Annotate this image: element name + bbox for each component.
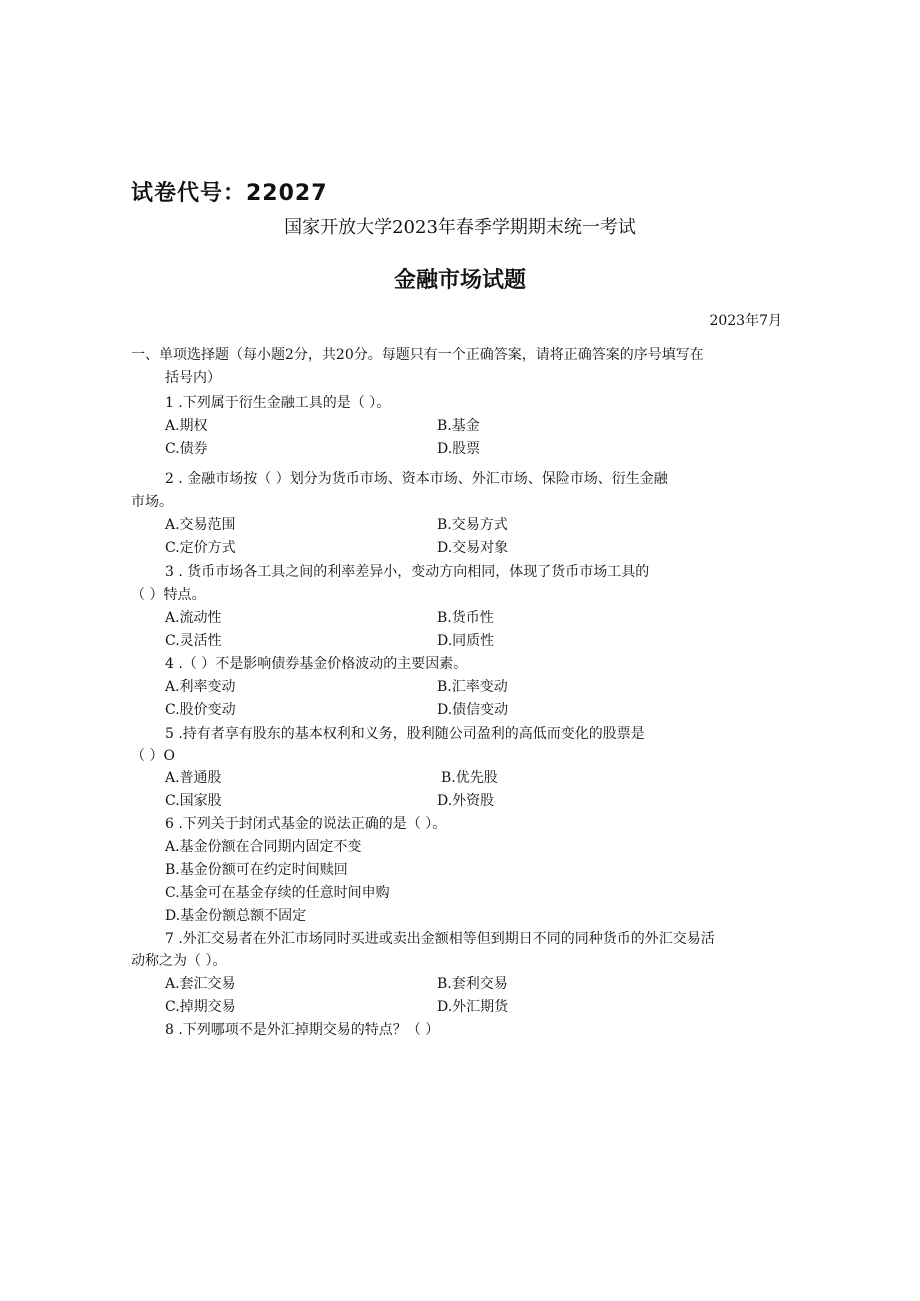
option: D.股票 bbox=[437, 441, 481, 457]
question-stem-cont: 动称之为（ ）。 bbox=[131, 953, 227, 969]
section-instruction-cont: 括号内） bbox=[165, 370, 221, 386]
option: A.期权 bbox=[165, 418, 208, 434]
option: A.交易范围 bbox=[165, 517, 236, 533]
question-stem: 5 .持有者享有股东的基本权利和义务，股利随公司盈利的高低而变化的股票是 bbox=[165, 726, 645, 742]
option: C.国家股 bbox=[165, 793, 222, 809]
section-instruction: 一、单项选择题（每小题2分，共20分。每题只有一个正确答案，请将正确答案的序号填写在 bbox=[131, 347, 704, 363]
question-stem: 8 .下列哪项不是外汇掉期交易的特点？（ ） bbox=[165, 1022, 440, 1038]
option: C.债券 bbox=[165, 441, 208, 457]
option: B.基金份额可在约定时间赎回 bbox=[165, 862, 348, 878]
option: B.交易方式 bbox=[437, 517, 508, 533]
option: D.债信变动 bbox=[437, 702, 509, 718]
option: D.外资股 bbox=[437, 793, 495, 809]
option: B.基金 bbox=[437, 418, 480, 434]
option: B.汇率变动 bbox=[437, 679, 508, 695]
question-stem-cont: （ ）特点。 bbox=[131, 587, 206, 603]
question-stem-cont: （ ）O bbox=[131, 748, 175, 764]
option: D.基金份额总额不固定 bbox=[165, 908, 307, 924]
question-stem: 7 .外汇交易者在外汇市场同时买进或卖出金额相等但到期日不同的同种货币的外汇交易活 bbox=[165, 931, 715, 947]
question-stem: 1 .下列属于衍生金融工具的是（ ）。 bbox=[165, 395, 391, 411]
option: D.同质性 bbox=[437, 633, 495, 649]
option: A.普通股 bbox=[165, 770, 222, 786]
question-stem: 4 .（ ）不是影响债券基金价格波动的主要因素。 bbox=[165, 656, 468, 672]
question-stem: 3 . 货币市场各工具之间的利率差异小，变动方向相同，体现了货币市场工具的 bbox=[165, 564, 650, 580]
option: C.灵活性 bbox=[165, 633, 222, 649]
subject-title: 金融市场试题 bbox=[393, 268, 526, 293]
question-stem: 6 .下列关于封闭式基金的说法正确的是（ ）。 bbox=[165, 816, 447, 832]
paper-code: 试卷代号：22027 bbox=[131, 181, 328, 206]
option: A.流动性 bbox=[165, 610, 222, 626]
option: D.交易对象 bbox=[437, 540, 509, 556]
exam-date: 2023年7月 bbox=[709, 313, 782, 329]
option: A.利率变动 bbox=[165, 679, 236, 695]
option: C.掉期交易 bbox=[165, 999, 236, 1015]
option: C.基金可在基金存续的任意时间申购 bbox=[165, 885, 390, 901]
question-stem: 2 . 金融市场按（ ）划分为货币市场、资本市场、外汇市场、保险市场、衍生金融 bbox=[165, 471, 668, 487]
exam-title: 国家开放大学2023年春季学期期末统一考试 bbox=[284, 217, 636, 238]
option: C.定价方式 bbox=[165, 540, 236, 556]
option: C.股价变动 bbox=[165, 702, 236, 718]
option: A.基金份额在合同期内固定不变 bbox=[165, 839, 362, 855]
option: B.优先股 bbox=[441, 770, 498, 786]
option: B.货币性 bbox=[437, 610, 494, 626]
question-stem-cont: 市场。 bbox=[131, 494, 173, 510]
option: A.套汇交易 bbox=[165, 976, 236, 992]
option: B.套利交易 bbox=[437, 976, 508, 992]
option: D.外汇期货 bbox=[437, 999, 509, 1015]
